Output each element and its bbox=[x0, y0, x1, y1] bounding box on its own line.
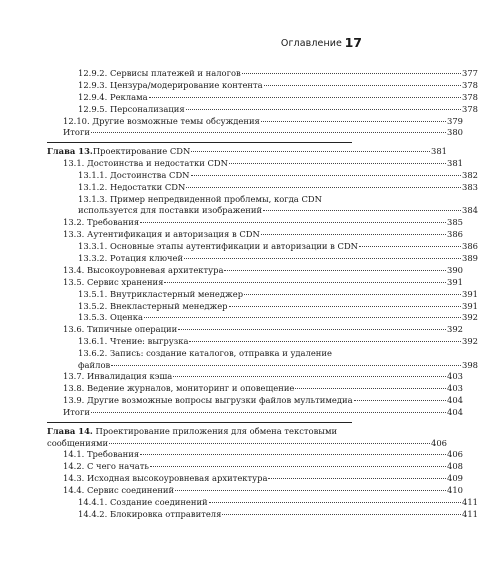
toc-page-number: 391 bbox=[462, 288, 478, 299]
toc-entry-title: файлов bbox=[78, 359, 111, 370]
toc-page-number: 386 bbox=[447, 229, 463, 240]
toc-entry[interactable] bbox=[63, 473, 463, 485]
toc-page-number: 379 bbox=[447, 115, 463, 126]
toc-entry[interactable] bbox=[78, 92, 478, 104]
toc-entry-title: 13.6.1. Чтение: выгрузка bbox=[78, 336, 189, 347]
toc-entry-line bbox=[63, 229, 463, 241]
toc-entry-title: 13.8. Ведение журналов, мониторинг и оповещение bbox=[63, 383, 295, 394]
toc-page-number: 404 bbox=[447, 395, 463, 406]
toc-entry[interactable] bbox=[78, 348, 478, 371]
toc-entry-title: 14.1. Требования bbox=[63, 449, 140, 460]
toc-entry-line bbox=[63, 449, 463, 461]
toc-entry-title: Итоги bbox=[63, 127, 90, 138]
toc-entry-title: 13.5.1. Внутрикластерный менеджер bbox=[78, 288, 244, 299]
toc-entry[interactable] bbox=[78, 289, 478, 301]
toc-entry-title: 13.7. Инвалидация кэша bbox=[63, 371, 173, 382]
toc-entry-line bbox=[63, 371, 463, 383]
toc-entry-title-line bbox=[47, 426, 447, 438]
toc-page-number: 406 bbox=[431, 437, 447, 448]
dot-leader bbox=[175, 490, 446, 491]
toc-page-number: 381 bbox=[431, 146, 447, 157]
toc-entry[interactable] bbox=[63, 116, 463, 128]
toc-page-number: 378 bbox=[462, 79, 478, 90]
toc-entry[interactable] bbox=[47, 426, 447, 449]
toc-entry[interactable] bbox=[63, 395, 463, 407]
toc-page-number: 384 bbox=[462, 205, 478, 216]
toc-entry[interactable] bbox=[63, 383, 463, 395]
table-of-contents bbox=[0, 68, 478, 521]
toc-page-number: 392 bbox=[462, 336, 478, 347]
dot-leader bbox=[189, 341, 461, 342]
toc-entry[interactable] bbox=[78, 301, 478, 313]
dot-leader bbox=[229, 306, 461, 307]
toc-entry-line bbox=[63, 127, 463, 139]
toc-entry-title: 13.9. Другие возможные вопросы выгрузки файлов мультимедиа bbox=[63, 395, 353, 406]
dot-leader bbox=[140, 222, 446, 223]
dot-leader bbox=[173, 376, 446, 377]
dot-leader bbox=[191, 175, 462, 176]
toc-entry-title: 13.1.1. Достоинства CDN bbox=[78, 170, 190, 181]
toc-page-number: 411 bbox=[462, 508, 478, 519]
toc-page-number: 398 bbox=[462, 359, 478, 370]
toc-page-number: 404 bbox=[447, 407, 463, 418]
toc-entry[interactable] bbox=[78, 194, 478, 217]
toc-page-number: 391 bbox=[447, 276, 463, 287]
dot-leader bbox=[261, 234, 446, 235]
toc-entry-line bbox=[78, 509, 478, 521]
dot-leader bbox=[186, 187, 461, 188]
toc-entry-title: сообщениями bbox=[47, 437, 109, 448]
toc-entry-title-part: 13.6.2. Запись: создание каталогов, отправка и удаление bbox=[78, 348, 332, 359]
toc-page-number: 410 bbox=[447, 485, 463, 496]
toc-entry-title: Итоги bbox=[63, 407, 90, 418]
toc-entry[interactable] bbox=[78, 336, 478, 348]
toc-entry[interactable] bbox=[63, 461, 463, 473]
toc-entry-line bbox=[78, 301, 478, 313]
toc-page-number: 403 bbox=[447, 371, 463, 382]
toc-entry-title: 13.6. Типичные операции bbox=[63, 324, 178, 335]
toc-entry-line bbox=[47, 146, 447, 158]
toc-entry-title: 13.5.3. Оценка bbox=[78, 312, 143, 323]
toc-entry[interactable] bbox=[63, 277, 463, 289]
toc-entry-title: 12.9.2. Сервисы платежей и налогов bbox=[78, 68, 241, 78]
toc-entry[interactable] bbox=[63, 217, 463, 229]
toc-page-number: 383 bbox=[462, 182, 478, 193]
toc-page-number: 378 bbox=[462, 103, 478, 114]
toc-page-number: 389 bbox=[462, 252, 478, 263]
toc-entry-title: 14.4. Сервис соединений bbox=[63, 485, 175, 496]
toc-entry-title: 14.4.2. Блокировка отправителя bbox=[78, 508, 222, 519]
dot-leader bbox=[150, 466, 446, 467]
toc-entry-line bbox=[63, 383, 463, 395]
toc-entry-title-line bbox=[78, 348, 478, 360]
toc-entry-line bbox=[63, 407, 463, 419]
dot-leader bbox=[186, 109, 461, 110]
dot-leader bbox=[109, 443, 430, 444]
toc-page-number: 382 bbox=[462, 170, 478, 181]
toc-page-number: 403 bbox=[447, 383, 463, 394]
toc-entry[interactable] bbox=[78, 68, 478, 80]
chapter-divider bbox=[47, 422, 352, 423]
toc-entry-line bbox=[63, 461, 463, 473]
toc-entry[interactable] bbox=[78, 241, 478, 253]
toc-entry-line bbox=[78, 68, 478, 80]
toc-entry-line bbox=[63, 158, 463, 170]
toc-entry-line bbox=[78, 205, 478, 217]
toc-entry[interactable] bbox=[63, 229, 463, 241]
toc-entry[interactable] bbox=[63, 158, 463, 170]
toc-entry-line bbox=[78, 253, 478, 265]
toc-page-number: 406 bbox=[447, 449, 463, 460]
dot-leader bbox=[224, 270, 446, 271]
toc-page-number: 390 bbox=[447, 264, 463, 275]
toc-entry-title-line bbox=[78, 194, 478, 206]
toc-entry-line bbox=[78, 104, 478, 116]
dot-leader bbox=[268, 478, 446, 479]
chapter-divider bbox=[47, 142, 352, 143]
toc-entry-title: 13.2. Требования bbox=[63, 217, 140, 228]
toc-entry[interactable] bbox=[63, 324, 463, 336]
toc-entry[interactable] bbox=[47, 146, 447, 158]
chapter-label: Глава 13. bbox=[47, 146, 93, 157]
toc-entry-title: 13.5.2. Внекластерный менеджер bbox=[78, 300, 228, 311]
dot-leader bbox=[91, 132, 446, 133]
toc-entry-line bbox=[63, 324, 463, 336]
toc-page-number: 392 bbox=[462, 312, 478, 323]
toc-entry[interactable] bbox=[78, 170, 478, 182]
toc-entry-line bbox=[47, 438, 447, 450]
toc-page-number: 392 bbox=[447, 324, 463, 335]
toc-entry-title-part: 13.1.3. Пример непредвиденной проблемы, когда CDN bbox=[78, 193, 322, 204]
dot-leader bbox=[191, 151, 430, 152]
toc-entry-title: 13.4. Высокоуровневая архитектура bbox=[63, 264, 224, 275]
chapter-label: Глава 14. bbox=[47, 426, 93, 437]
dot-leader bbox=[178, 329, 446, 330]
dot-leader bbox=[184, 258, 461, 259]
toc-entry-line bbox=[78, 497, 478, 509]
toc-entry-title: 14.3. Исходная высокоуровневая архитектура bbox=[63, 473, 268, 484]
toc-entry-line bbox=[78, 360, 478, 372]
toc-entry-line bbox=[78, 289, 478, 301]
toc-entry-title: 12.10. Другие возможные темы обсуждения bbox=[63, 115, 260, 126]
toc-entry-title: 13.5. Сервис хранения bbox=[63, 276, 164, 287]
toc-entry-title: 13.3.2. Ротация ключей bbox=[78, 252, 184, 263]
toc-page-number: 380 bbox=[447, 127, 463, 138]
toc-entry[interactable] bbox=[63, 127, 463, 139]
toc-entry-title: 13.3. Аутентификация и авторизация в CDN bbox=[63, 229, 260, 240]
toc-entry[interactable] bbox=[78, 497, 478, 509]
dot-leader bbox=[149, 97, 461, 98]
dot-leader bbox=[354, 400, 446, 401]
dot-leader bbox=[264, 85, 461, 86]
dot-leader bbox=[164, 282, 446, 283]
toc-page-number: 377 bbox=[462, 68, 478, 78]
toc-entry-line bbox=[63, 277, 463, 289]
dot-leader bbox=[140, 454, 446, 455]
toc-entry-title: 12.9.3. Цензура/модерирование контента bbox=[78, 79, 263, 90]
toc-entry-title: 14.2. С чего начать bbox=[63, 461, 149, 472]
running-head-title: Оглавление bbox=[280, 38, 342, 49]
toc-page-number: 378 bbox=[462, 91, 478, 102]
toc-page-number: 385 bbox=[447, 217, 463, 228]
toc-entry-line bbox=[78, 80, 478, 92]
toc-entry-title: 12.9.4. Реклама bbox=[78, 91, 148, 102]
toc-entry-title: Проектирование CDN bbox=[92, 146, 191, 157]
toc-entry[interactable] bbox=[78, 509, 478, 521]
toc-entry-title: 14.4.1. Создание соединений bbox=[78, 497, 208, 507]
toc-entry-line bbox=[63, 473, 463, 485]
dot-leader bbox=[244, 294, 461, 295]
toc-page-number: 409 bbox=[447, 473, 463, 484]
toc-entry-line bbox=[63, 485, 463, 497]
page-header bbox=[0, 36, 400, 54]
toc-entry[interactable] bbox=[78, 312, 478, 324]
toc-entry-line bbox=[78, 170, 478, 182]
toc-entry-title: используется для поставки изображений bbox=[78, 205, 263, 216]
dot-leader bbox=[242, 73, 461, 74]
toc-entry-line bbox=[63, 116, 463, 128]
toc-entry[interactable] bbox=[63, 485, 463, 497]
toc-entry-line bbox=[63, 217, 463, 229]
dot-leader bbox=[222, 514, 461, 515]
toc-page-number: 411 bbox=[462, 497, 478, 507]
toc-entry-line bbox=[78, 336, 478, 348]
toc-entry-title: 12.9.5. Персонализация bbox=[78, 103, 185, 114]
toc-entry[interactable] bbox=[63, 407, 463, 419]
toc-entry-line bbox=[63, 395, 463, 407]
page-number: 17 bbox=[344, 35, 362, 50]
dot-leader bbox=[209, 502, 461, 503]
toc-entry-line bbox=[63, 265, 463, 277]
toc-entry-title: 13.1.2. Недостатки CDN bbox=[78, 182, 186, 193]
toc-entry[interactable] bbox=[78, 182, 478, 194]
toc-entry-line bbox=[78, 312, 478, 324]
toc-page-number: 391 bbox=[462, 300, 478, 311]
toc-page-number: 381 bbox=[447, 158, 463, 169]
dot-leader bbox=[229, 163, 446, 164]
toc-page-number: 386 bbox=[462, 241, 478, 252]
toc-entry[interactable] bbox=[78, 80, 478, 92]
toc-entry-line bbox=[78, 182, 478, 194]
toc-entry[interactable] bbox=[78, 253, 478, 265]
toc-entry-title: 13.1. Достоинства и недостатки CDN bbox=[63, 158, 228, 169]
dot-leader bbox=[261, 121, 446, 122]
toc-entry-line bbox=[78, 92, 478, 104]
toc-entry-title-part: Проектирование приложения для обмена текстовыми bbox=[92, 426, 338, 437]
toc-entry[interactable] bbox=[63, 449, 463, 461]
toc-entry[interactable] bbox=[63, 265, 463, 277]
toc-entry-line bbox=[78, 241, 478, 253]
dot-leader bbox=[111, 365, 461, 366]
toc-entry-title: 13.3.1. Основные этапы аутентификации и авторизации в CDN bbox=[78, 241, 359, 252]
dot-leader bbox=[295, 388, 446, 389]
dot-leader bbox=[91, 412, 446, 413]
toc-entry[interactable] bbox=[78, 104, 478, 116]
dot-leader bbox=[144, 317, 461, 318]
dot-leader bbox=[359, 246, 461, 247]
toc-entry[interactable] bbox=[63, 371, 463, 383]
dot-leader bbox=[263, 210, 461, 211]
toc-page-number: 408 bbox=[447, 461, 463, 472]
